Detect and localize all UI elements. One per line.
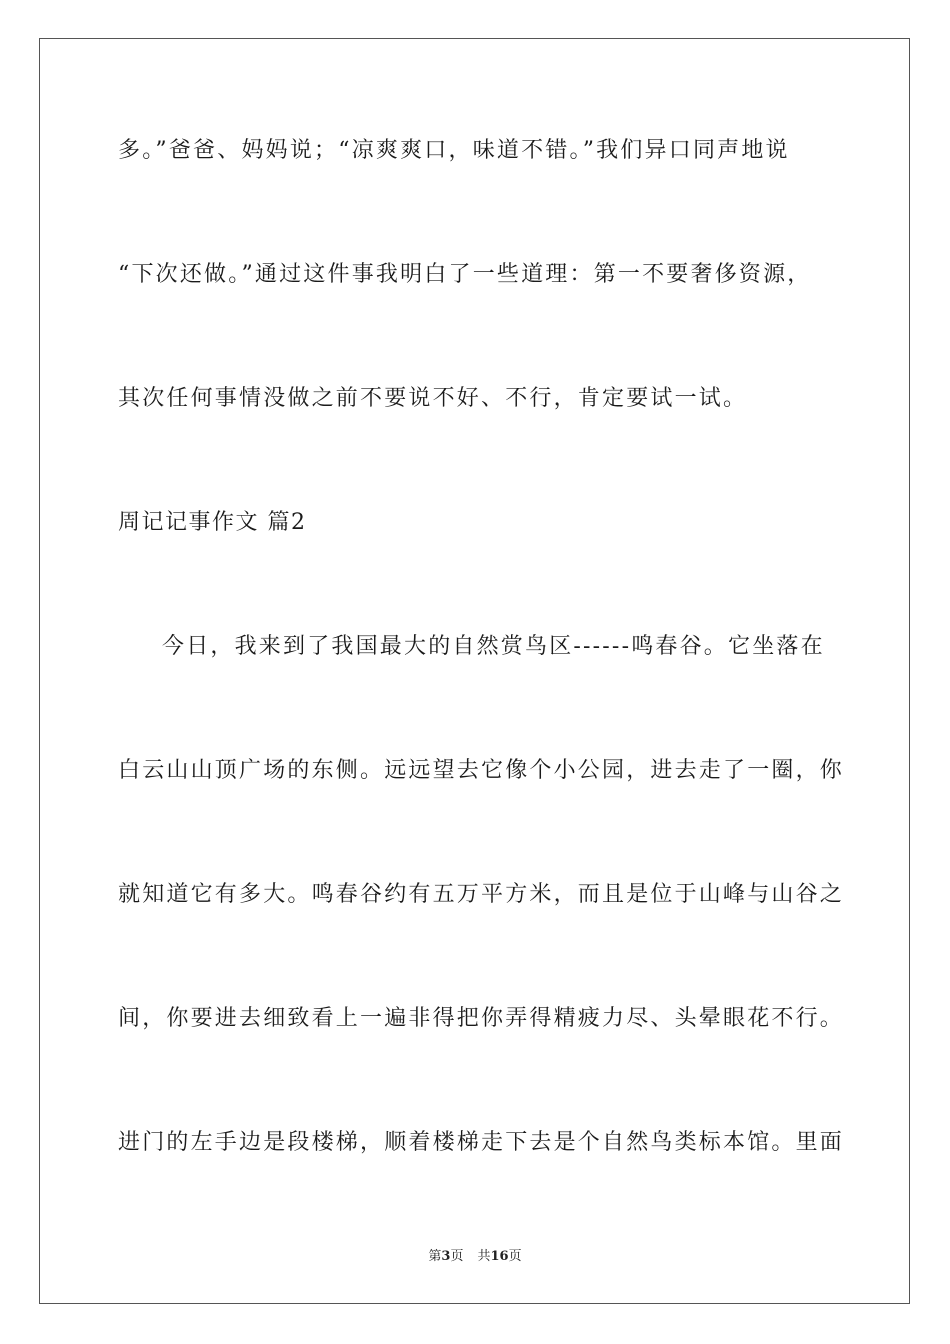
section-heading: 周记记事作文 篇2 <box>118 510 307 535</box>
footer-total-pages: 16 <box>490 1249 509 1264</box>
paragraph-line: 就知道它有多大。鸣春谷约有五万平方米，而且是位于山峰与山谷之 <box>118 882 845 907</box>
footer-total-suffix: 页 <box>508 1249 522 1264</box>
paragraph-line: 今日，我来到了我国最大的自然赏鸟区------鸣春谷。它坐落在 <box>162 634 825 659</box>
page-border <box>39 38 910 1304</box>
paragraph-line: 白云山山顶广场的东侧。远远望去它像个小公园，进去走了一圈，你 <box>118 758 845 783</box>
paragraph-line: 进门的左手边是段楼梯，顺着楼梯走下去是个自然鸟类标本馆。里面 <box>118 1130 845 1155</box>
paragraph-line: 多。”爸爸、妈妈说；“凉爽爽口，味道不错。”我们异口同声地说 <box>118 138 790 163</box>
paragraph-line: “下次还做。”通过这件事我明白了一些道理：第一不要奢侈资源， <box>118 262 812 287</box>
paragraph-line: 其次任何事情没做之前不要说不好、不行，肯定要试一试。 <box>118 386 748 411</box>
page-footer <box>0 1248 950 1266</box>
footer-total-prefix: 共 <box>477 1249 491 1264</box>
paragraph-line: 间，你要进去细致看上一遍非得把你弄得精疲力尽、头晕眼花不行。 <box>118 1006 845 1031</box>
footer-page-prefix: 第 <box>428 1249 442 1264</box>
footer-page-number: 3 <box>441 1249 451 1264</box>
footer-page-suffix: 页 <box>450 1249 464 1264</box>
